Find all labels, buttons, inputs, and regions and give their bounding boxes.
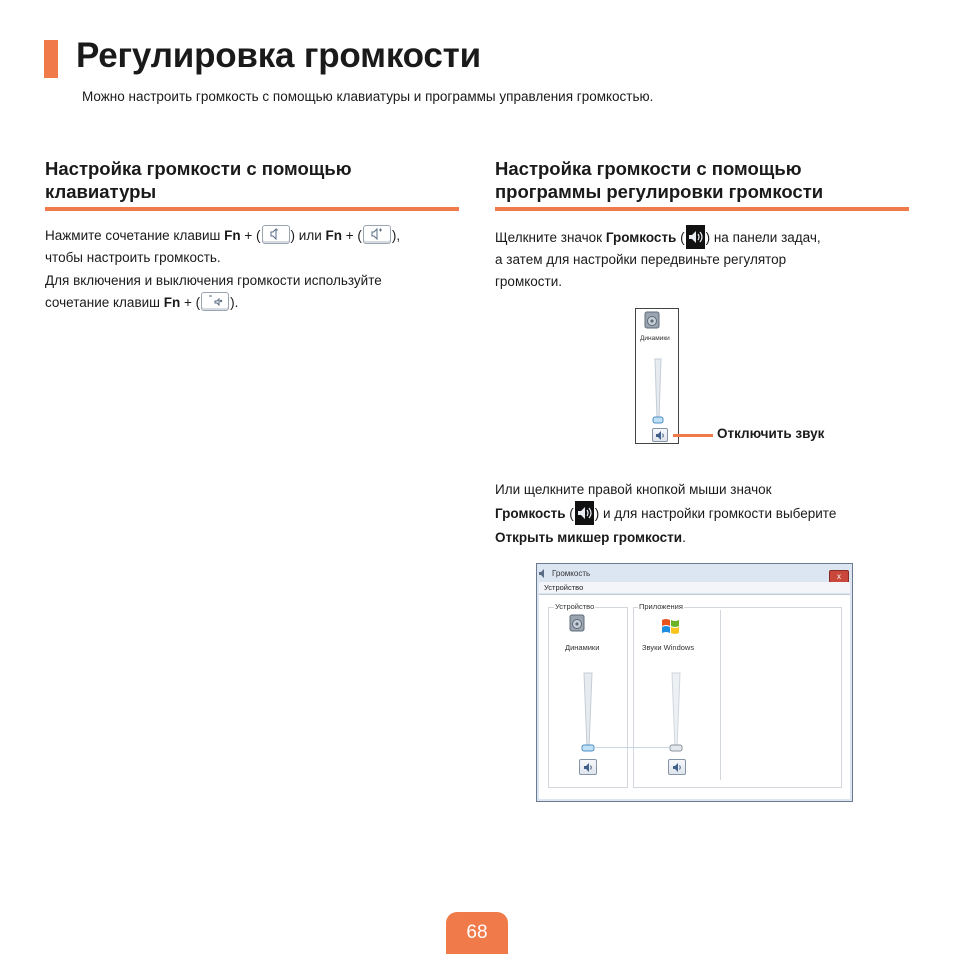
right-p2-line3 — [495, 527, 836, 549]
volume-bold-label: Громкость — [605, 230, 677, 245]
speaker-small-icon — [656, 431, 666, 440]
popup-slider-thumb[interactable] — [653, 417, 663, 423]
slider-link-line — [594, 747, 670, 748]
volume-bold-label-2: Громкость — [495, 506, 566, 521]
right-p2-text-a: ( — [565, 506, 574, 521]
intro-text: Можно настроить громкость с помощью клавиатуры и программы управления громкостью. — [82, 89, 654, 104]
title-accent-bar — [44, 40, 58, 78]
speaker-icon — [686, 225, 705, 249]
applications-group-label: Приложения — [639, 602, 683, 611]
left-p1-line2: чтобы настроить громкость. — [45, 250, 221, 265]
app-mute-button[interactable] — [668, 759, 686, 775]
right-p1-text-c: ) на панели задач, — [705, 230, 821, 245]
mute-callout-label: Отключить звук — [717, 426, 825, 441]
device-slider-thumb[interactable] — [582, 745, 594, 751]
right-p2-end: . — [682, 530, 686, 545]
apps-divider — [720, 610, 721, 780]
right-p1-line1 — [495, 225, 821, 249]
speaker-small-icon — [673, 763, 683, 772]
open-mixer-label: Открыть микшер громкости — [495, 530, 683, 545]
windows-logo-icon[interactable] — [661, 617, 681, 635]
device-volume-slider[interactable] — [579, 672, 597, 752]
left-p1-text-b: + ( — [240, 228, 261, 243]
left-p2-text-a: сочетание клавиш — [45, 295, 164, 310]
window-speaker-icon — [539, 569, 548, 578]
popup-mute-button[interactable] — [652, 428, 668, 442]
right-p1-line3: громкости. — [495, 274, 563, 289]
right-p1-line2: а затем для настройки передвиньте регулятор — [495, 252, 787, 267]
fn-key-label: Fn — [224, 228, 241, 243]
left-p1-text-e: ), — [391, 228, 401, 243]
menu-device[interactable]: Устройство — [544, 583, 584, 592]
left-p1-line1 — [45, 225, 400, 247]
right-paragraph-1 — [495, 225, 821, 293]
mixer-menu-bar — [539, 582, 850, 593]
fn-key-label-2: Fn — [325, 228, 342, 243]
left-p2-text-c: ). — [230, 295, 239, 310]
app-slider-thumb[interactable] — [670, 745, 682, 751]
left-p2-line1: Для включения и выключения громкости используйте — [45, 273, 382, 288]
app-name: Звуки Windows — [642, 643, 695, 652]
right-p2-line2 — [495, 501, 836, 525]
left-p1-text-c: ) или — [290, 228, 326, 243]
right-section-heading — [495, 157, 823, 203]
right-p2-line1: Или щелкните правой кнопкой мыши значок — [495, 482, 772, 497]
right-heading-line2: программы регулировки громкости — [495, 181, 824, 202]
popup-volume-slider[interactable] — [650, 357, 666, 425]
speaker-icon[interactable] — [568, 614, 586, 632]
left-p2-text-b: + ( — [180, 295, 201, 310]
popup-device-label: Динамики — [640, 335, 670, 342]
callout-line — [673, 434, 713, 437]
right-p1-text-a: Щелкните значок — [495, 230, 606, 245]
app-volume-slider[interactable] — [667, 672, 685, 752]
left-paragraph-2 — [45, 270, 382, 314]
left-p2-line2 — [45, 292, 382, 314]
page-number: 68 — [446, 912, 508, 954]
volume-up-key-icon — [363, 225, 391, 244]
volume-popup — [635, 308, 679, 444]
right-p2-text-b: ) и для настройки громкости выберите — [594, 506, 837, 521]
speaker-icon — [643, 311, 661, 329]
volume-down-key-icon — [262, 225, 290, 244]
device-mute-button[interactable] — [579, 759, 597, 775]
right-section-divider — [495, 207, 909, 211]
left-p1-text-a: Нажмите сочетание клавиш — [45, 228, 225, 243]
close-button[interactable]: x — [829, 570, 849, 583]
mixer-title: Громкость — [552, 569, 591, 578]
left-heading-line2: клавиатуры — [45, 181, 157, 202]
right-heading-line1: Настройка громкости с помощью — [495, 158, 802, 179]
page-title: Регулировка громкости — [76, 36, 481, 75]
left-heading-line1: Настройка громкости с помощью — [45, 158, 352, 179]
right-paragraph-2 — [495, 479, 836, 549]
device-group-label: Устройство — [555, 602, 595, 611]
mute-key-icon — [201, 292, 229, 311]
left-p1-text-d: + ( — [342, 228, 362, 243]
fn-key-label-3: Fn — [163, 295, 181, 310]
speaker-icon — [575, 501, 594, 525]
left-section-divider — [45, 207, 459, 211]
left-paragraph-1 — [45, 225, 400, 269]
right-p1-text-b: ( — [676, 230, 685, 245]
speaker-small-icon — [584, 763, 594, 772]
left-section-heading — [45, 157, 352, 203]
device-name: Динамики — [565, 643, 600, 652]
